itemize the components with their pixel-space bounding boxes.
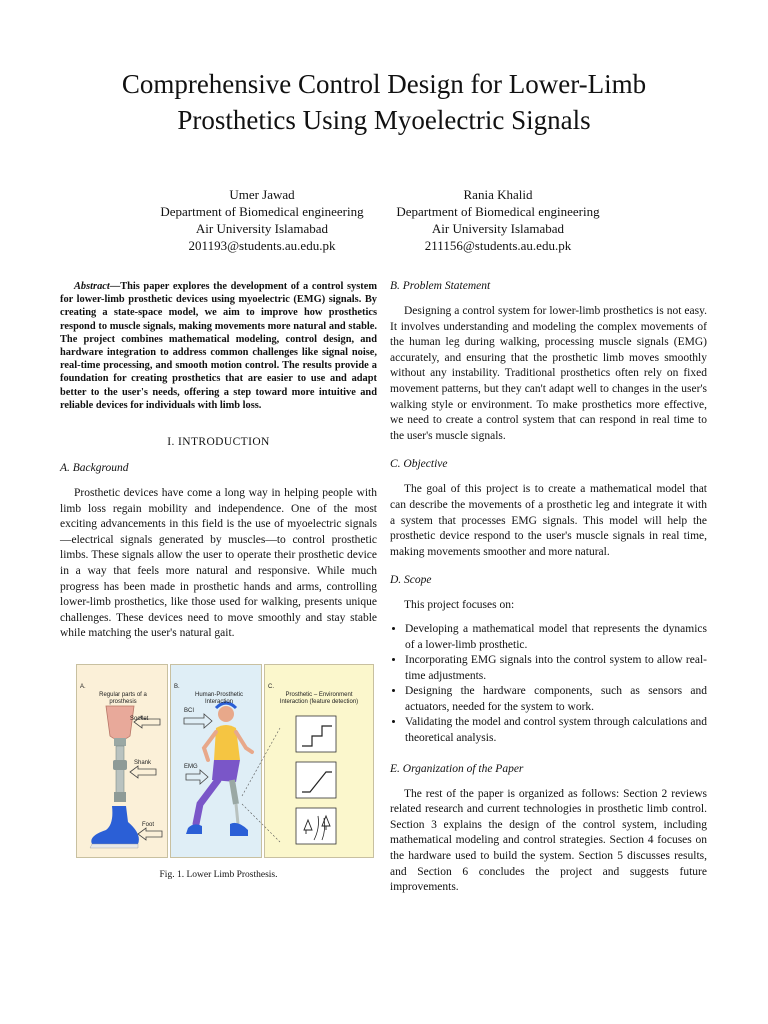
terrain-feature-icon <box>296 808 336 844</box>
list-item: • Designing the hardware components, such as sensors and actuators, needed for the system to work. <box>405 684 707 715</box>
author-univ: Air University Islamabad <box>195 221 329 236</box>
title-line-2: Prosthetics Using Myoelectric Signals <box>177 105 591 135</box>
feature-detection-lines <box>242 728 280 842</box>
arrow-shank-icon <box>130 766 156 778</box>
author-email: 211156@students.au.edu.pk <box>424 238 572 253</box>
stairs-feature-icon <box>296 716 336 752</box>
figure-caption: Fig. 1. Lower Limb Prosthesis. <box>159 869 278 880</box>
prosthesis-foot-icon <box>90 806 139 848</box>
author-name: Rania Khalid <box>463 187 533 202</box>
ramp-feature-icon <box>296 762 336 798</box>
author-name: Umer Jawad <box>229 187 295 202</box>
list-item: • Validating the model and control system through calculations and theoretical analysis. <box>405 715 707 746</box>
subsection-scope-title: D. Scope <box>390 574 432 587</box>
arrow-foot-icon <box>138 828 162 840</box>
panel-b-title: Human-Prosthetic Interaction <box>194 691 244 705</box>
scope-list <box>390 622 707 747</box>
right-column <box>390 280 707 910</box>
author-block-1 <box>142 186 382 254</box>
panel-b-letter: B. <box>174 683 180 690</box>
background-paragraph: Prosthetic devices have come a long way in helping people with limb loss regain mobility and independence. One of the most exciting advancements in this field is the use of myoelectric signals—electrical signals generated by muscles—to control prosthetic limbs. These signals allow the user to operate their prosthetic device in a way that feels more natural and responsive. While much progress has been made in prosthetic hands and arms, controlling lower-limb prosthetics, like those used for walking, presents unique challenges. These devices need to move smoothly and stay stable while matching the user's natural gait. <box>60 487 377 640</box>
organization-paragraph: The rest of the paper is organized as follows: Section 2 reviews related research and current technologies in prosthetic limb control. Section 3 explains the design of the control system, including mathematical modeling and control strategies. Section 4 focuses on the hardware used to build the system. Section 5 discusses results, and Section 6 concludes the project and suggests future improvements. <box>390 787 707 894</box>
title-line-1: Comprehensive Control Design for Lower-Limb <box>121 69 647 99</box>
panel-c-title: Prosthetic – Environment Interaction (feature detection) <box>279 691 359 705</box>
author-dept: Department of Biomedical engineering <box>160 204 364 219</box>
author-email: 201193@students.au.edu.pk <box>188 238 336 253</box>
label-socket: Socket <box>130 715 149 722</box>
page-title <box>0 66 768 138</box>
scope-intro: This project focuses on: <box>404 599 515 612</box>
section-introduction-title: I. INTRODUCTION <box>167 436 270 449</box>
panel-c-letter: C. <box>268 683 274 690</box>
subsection-organization-title: E. Organization of the Paper <box>390 762 524 775</box>
subsection-problem-title: B. Problem Statement <box>390 280 491 292</box>
panel-a-title: Regular parts of a prosthesis <box>99 691 147 705</box>
bci-arrow-icon <box>184 714 212 728</box>
left-column <box>60 280 377 880</box>
label-foot: Foot <box>142 821 155 828</box>
author-univ: Air University Islamabad <box>431 221 565 236</box>
emg-arrow-icon <box>186 770 208 784</box>
list-item: • Developing a mathematical model that represents the dynamics of a lower-limb prosthetic. <box>405 622 707 653</box>
abstract-text: —This paper explores the development of a control system for lower-limb prosthetic devices using myoelectric (EMG) signals. By creating a state-space model, we aim to improve how prosthetics respond to muscle signals, making movements more natural and stable. The project combines mathematical modeling, control design, and hardware integration to address common challenges like signal noise, real-time processing, and smooth motion control. The results provide a foundation for creating prosthetics that are easier to use and adapt better to the user's needs, offering a step toward more intuitive and reliable devices for individuals with limb loss. <box>60 281 377 411</box>
abstract-lead: Abstract <box>74 281 110 292</box>
figure-lower-limb-prosthesis <box>76 664 374 860</box>
panel-a-letter: A. <box>80 683 86 690</box>
prosthesis-shank-icon <box>113 746 127 802</box>
problem-paragraph: Designing a control system for lower-limb prosthetics is not easy. It involves understanding and modeling the complex movements of the human leg during walking, processing muscle signals (EMG) accurately, and ensuring that the prosthetic limb moves smoothly without any instability. Traditional prosthetics often rely on fixed movement patterns, but they can't adapt well to changes in the user's walking style or environment. To make prosthetics more effective, we need to create a control system that can respond in real time to the user's muscle signals. <box>390 305 707 442</box>
subsection-background-title: A. Background <box>60 462 129 475</box>
prosthesis-socket-icon <box>106 706 134 746</box>
subsection-objective-title: C. Objective <box>390 458 448 471</box>
label-bci: BCI <box>184 707 195 714</box>
abstract <box>60 280 377 412</box>
author-block-2 <box>378 186 618 254</box>
author-dept: Department of Biomedical engineering <box>396 204 600 219</box>
label-emg: EMG <box>184 763 198 770</box>
list-item: • Incorporating EMG signals into the control system to allow real-time adjustments. <box>405 653 707 684</box>
objective-paragraph: The goal of this project is to create a mathematical model that can describe the movements of a prosthetic leg and integrate it with a system that processes EMG signals. This model will help the prosthetic device respond to the user's muscle signals in real time, making movements smoother and more natural. <box>390 483 707 558</box>
label-shank: Shank <box>134 759 152 766</box>
